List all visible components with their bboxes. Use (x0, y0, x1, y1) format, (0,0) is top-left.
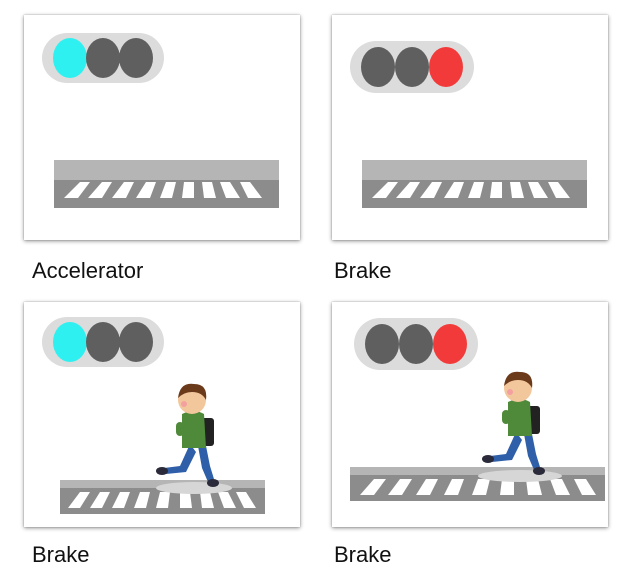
left-lamp (53, 38, 87, 78)
right-lamp (119, 38, 153, 78)
scene-caption-4: Brake (334, 542, 392, 567)
crosswalk (350, 467, 605, 501)
scene-2-illustration (332, 15, 608, 240)
middle-lamp (395, 47, 429, 87)
scene-caption-1: Accelerator (32, 258, 144, 283)
middle-lamp (86, 38, 120, 78)
scene-panel-3 (24, 302, 300, 527)
scene-4-illustration (332, 302, 608, 527)
traffic-light (350, 41, 474, 93)
traffic-light (42, 33, 164, 83)
scene-1-illustration (24, 15, 300, 240)
middle-lamp (399, 324, 433, 364)
pedestrian-child (478, 372, 562, 482)
right-lamp (429, 47, 463, 87)
scene-panel-2 (332, 15, 608, 240)
left-lamp (365, 324, 399, 364)
scene-caption-2: Brake (334, 258, 392, 283)
left-lamp (361, 47, 395, 87)
scene-panel-4 (332, 302, 608, 527)
crosswalk (54, 160, 279, 208)
pedestrian-child (156, 384, 232, 494)
crosswalk (362, 160, 587, 208)
right-lamp (119, 322, 153, 362)
middle-lamp (86, 322, 120, 362)
left-lamp (53, 322, 87, 362)
scene-3-illustration (24, 302, 300, 527)
scene-caption-3: Brake (32, 542, 90, 567)
traffic-light (42, 317, 164, 367)
traffic-light (354, 318, 478, 370)
right-lamp (433, 324, 467, 364)
scene-panel-1 (24, 15, 300, 240)
